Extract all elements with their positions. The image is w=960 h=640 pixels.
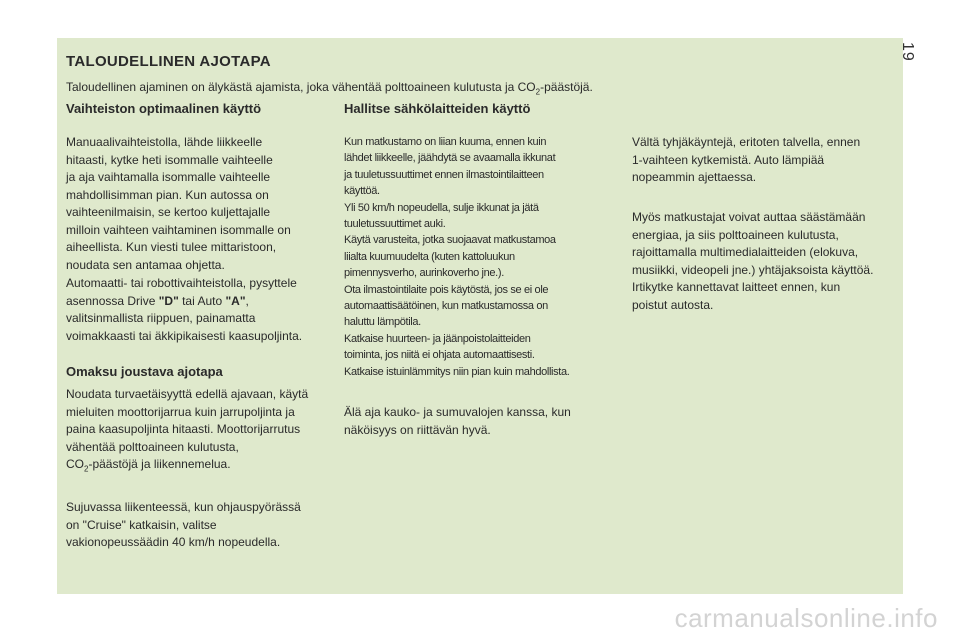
heading-gearbox: Vaihteiston optimaalinen käyttö — [66, 101, 262, 116]
paragraph-lights: Älä aja kauko- ja sumuvalojen kanssa, kun näköisyys on riittävän hyvä. — [344, 405, 571, 437]
paragraph-automatic-gearbox: Automaatti- tai robottivaihteistolla, pysyttele asennossa Drive "D" tai Auto "A", valitsinmallista riippuen, painamatta voimakkaasti tai äkkipikaisesti kaasupoljinta. — [66, 276, 303, 343]
paragraph-safe-distance: Noudata turvaetäisyyttä edellä ajavaan, käytä mieluiten moottorijarrua kuin jarrupoljinta ja paina kaasupoljinta hitaasti. Moottorijarrutus vähentää polttoaineen kulutusta, $CO_2$-päästöjä ja liikennemelua. — [66, 387, 309, 474]
heading-flexible-driving: Omaksu joustava ajotapa — [66, 364, 223, 379]
paragraph-cruise-control: Sujuvassa liikenteessä, kun ohjauspyörässä on "Cruise" katkaisin, valitse vakionopeussäädin 40 km/h nopeudella. — [66, 500, 301, 549]
intro-text: Taloudellinen ajaminen on älykästä ajamista, joka vähentää polttoaineen kulutusta ja $CO_2$-päästöjä. — [66, 80, 593, 97]
paragraph-multimedia: Myös matkustajat voivat auttaa säästämään energiaa, ja siis polttoaineen kulutusta, rajoittamalla multimedialaitteiden (elokuva, musiikki, videopeli jne.) yhtäjaksoista käyttöä. Irtikytke kannettavat laitteet ennen, kun poistut autosta. — [632, 210, 874, 312]
watermark: carmanualsonline.info — [674, 603, 938, 633]
paragraph-idling: Vältä tyhjäkäyntejä, eritoten talvella, ennen 1-vaihteen kytkemistä. Auto lämpiää nopeammin ajettaessa. — [632, 135, 861, 184]
page-number: 19 — [899, 42, 916, 62]
paragraph-manual-gearbox: Manuaalivaihteistolla, lähde liikkeelle hitaasti, kytke heti isommalle vaihteelle ja aja vaihtamalla isommalle vaihteelle mahdollisimman pian. Kun autossa on vaihteenilmaisin, se kertoo kuljettajalle milloin vaihteen vaihtaminen isommalle on aiheellista. Kun viesti tulee mittaristoon, noudata sen antamaa ohjetta. — [66, 135, 291, 272]
page-title: TALOUDELLINEN AJOTAPA — [66, 53, 271, 70]
paragraph-climate-control: Kun matkustamo on liian kuuma, ennen kuin lähdet liikkeelle, jäähdytä se avaamalla ikkunat ja tuuletussuuttimet ennen ilmastointilaitteen käyttöä. Yli 50 km/h nopeudella, sulje ikkunat ja jätä tuuletussuuttimet auki. Käytä varusteita, jotka suojaavat matkustamoa liialta kuumuudelta (kuten kattoluukun pimennysverho, aurinkoverho jne.). Ota ilmastointilaite pois käytöstä, jos se ei ole automaattisäätöinen, kun matkustamossa on haluttu lämpötila. Katkaise huurteen- ja jäänpoistolaitteiden toiminta, jos niitä ei ohjata automaattisesti. Katkaise istuinlämmitys niin pian kuin mahdollista. — [344, 136, 570, 378]
heading-electrical-devices: Hallitse sähkölaitteiden käyttö — [344, 101, 531, 116]
